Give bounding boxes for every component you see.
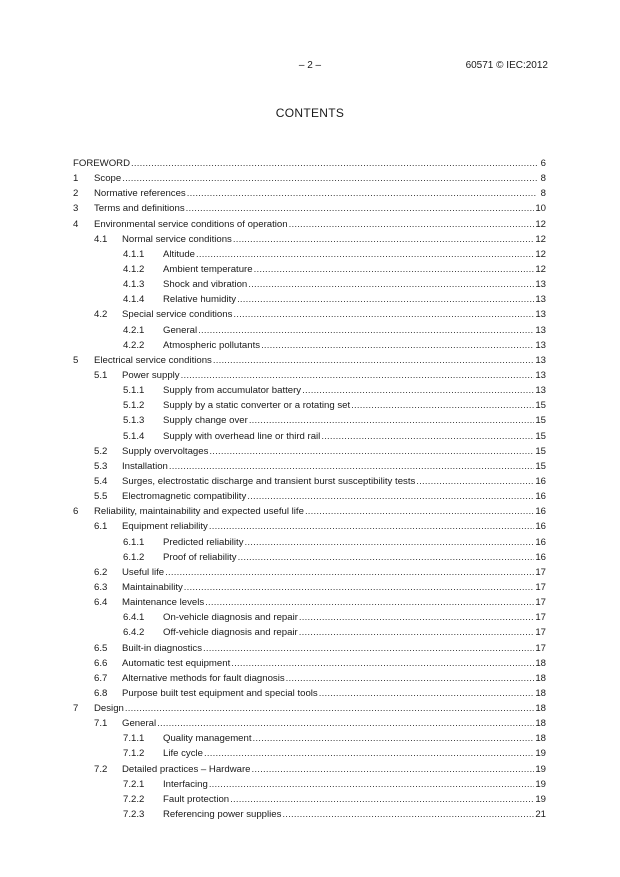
toc-entry-number: 7.2.2 (123, 793, 145, 805)
toc-entry-page: 13 (535, 354, 546, 366)
toc-dot-leader (299, 610, 534, 625)
toc-entry-page: 16 (535, 475, 546, 487)
toc-entry-number: 6.5 (94, 642, 108, 654)
toc-entry-page: 15 (535, 415, 546, 427)
toc-entry-label: Relative humidity (163, 294, 237, 306)
toc-entry[interactable] (73, 535, 546, 550)
toc-entry-page: 19 (535, 763, 546, 775)
toc-entry-number: 7.2.1 (123, 778, 145, 790)
toc-entry-number: 6.2 (94, 566, 108, 578)
toc-entry[interactable] (73, 383, 546, 398)
toc-entry[interactable] (73, 716, 546, 731)
toc-entry-label: FOREWORD (73, 158, 131, 169)
toc-entry[interactable] (73, 156, 546, 171)
toc-entry-number: 7.2.3 (123, 809, 145, 821)
toc-entry[interactable] (73, 762, 546, 777)
toc-entry-page: 8 (540, 173, 546, 185)
toc-entry-page: 16 (535, 551, 546, 563)
toc-entry[interactable] (73, 656, 546, 671)
toc-entry-page: 17 (535, 597, 546, 609)
toc-entry-label: Quality management (163, 733, 252, 745)
toc-entry[interactable] (73, 323, 546, 338)
toc-dot-leader (209, 444, 534, 459)
toc-entry-number: 6.1.1 (123, 536, 145, 548)
toc-entry[interactable] (73, 429, 546, 444)
toc-dot-leader (238, 550, 535, 565)
toc-entry[interactable] (73, 504, 546, 519)
toc-entry-label: On-vehicle diagnosis and repair (163, 612, 298, 624)
toc-entry-number: 5.1.1 (123, 385, 145, 397)
toc-entry-number: 4.2.1 (123, 324, 145, 336)
toc-entry[interactable] (73, 731, 546, 746)
toc-entry-page: 18 (535, 657, 546, 669)
toc-entry[interactable] (73, 519, 546, 534)
toc-entry-label: Special service conditions (122, 309, 233, 321)
toc-entry-number: 5.1 (94, 369, 108, 381)
toc-entry[interactable] (73, 459, 546, 474)
toc-entry[interactable] (73, 247, 546, 262)
toc-dot-leader (204, 746, 534, 761)
toc-entry-page: 17 (535, 612, 546, 624)
toc-entry[interactable] (73, 610, 546, 625)
toc-dot-leader (209, 519, 534, 534)
toc-entry[interactable] (73, 262, 546, 277)
toc-dot-leader (245, 535, 535, 550)
toc-entry-number: 6.3 (94, 581, 108, 593)
toc-entry-label: Supply change over (163, 415, 248, 427)
toc-entry[interactable] (73, 338, 546, 353)
toc-entry-number: 5.1.2 (123, 400, 145, 412)
toc-dot-leader (254, 262, 535, 277)
toc-entry-label: Surges, electrostatic discharge and transient burst susceptibility tests (122, 475, 416, 487)
toc-entry[interactable] (73, 444, 546, 459)
toc-entry-label: Supply from accumulator battery (163, 385, 302, 397)
toc-dot-leader (131, 156, 537, 171)
toc-entry-page: 13 (535, 339, 546, 351)
toc-entry-number: 1 (73, 173, 79, 185)
toc-dot-leader (198, 323, 534, 338)
toc-entry-page: 15 (535, 460, 546, 472)
toc-dot-leader (122, 171, 537, 186)
toc-entry[interactable] (73, 368, 546, 383)
toc-entry[interactable] (73, 413, 546, 428)
toc-entry-number: 7 (73, 703, 79, 715)
toc-dot-leader (165, 565, 534, 580)
toc-entry[interactable] (73, 746, 546, 761)
page-title: CONTENTS (275, 106, 345, 120)
toc-entry-label: Shock and vibration (163, 279, 248, 291)
toc-entry-number: 4.1.4 (123, 294, 145, 306)
toc-entry-number: 6.1.2 (123, 551, 145, 563)
toc-entry-number: 5.1.3 (123, 415, 145, 427)
toc-entry[interactable] (73, 474, 546, 489)
toc-entry-label: Proof of reliability (163, 551, 237, 563)
toc-entry-page: 17 (535, 642, 546, 654)
toc-entry-page: 12 (535, 233, 546, 245)
toc-entry-number: 6.4.1 (123, 612, 145, 624)
toc-dot-leader (169, 459, 534, 474)
toc-entry[interactable] (73, 595, 546, 610)
toc-entry-page: 10 (535, 203, 546, 215)
toc-entry-page: 17 (535, 566, 546, 578)
toc-dot-leader (181, 368, 535, 383)
toc-entry[interactable] (73, 671, 546, 686)
toc-dot-leader (230, 792, 534, 807)
toc-entry[interactable] (73, 792, 546, 807)
toc-dot-leader (203, 641, 534, 656)
toc-entry-label: Off-vehicle diagnosis and repair (163, 627, 298, 639)
toc-dot-leader (233, 232, 534, 247)
toc-entry-page: 17 (535, 627, 546, 639)
toc-entry-page: 13 (535, 309, 546, 321)
toc-entry-number: 5 (73, 354, 79, 366)
toc-entry-number: 4.1 (94, 233, 108, 245)
toc-entry-page: 16 (535, 491, 546, 503)
toc-dot-leader (319, 686, 535, 701)
toc-entry[interactable] (73, 217, 546, 232)
toc-entry-number: 4.1.2 (123, 263, 145, 275)
toc-entry[interactable] (73, 277, 546, 292)
toc-dot-leader (233, 307, 534, 322)
toc-entry-label: Purpose built test equipment and special tools (122, 687, 318, 699)
toc-entry-page: 13 (535, 369, 546, 381)
toc-entry-label: Equipment reliability (122, 521, 208, 533)
toc-entry-number: 5.2 (94, 445, 108, 457)
toc-entry-page: 6 (540, 158, 546, 169)
toc-entry-label: Supply overvoltages (122, 445, 209, 457)
toc-entry[interactable] (73, 580, 546, 595)
toc-entry[interactable] (73, 186, 546, 201)
toc-entry-label: Built-in diagnostics (122, 642, 202, 654)
toc-entry-page: 16 (535, 506, 546, 518)
toc-dot-leader (205, 595, 534, 610)
toc-entry-label: Terms and definitions (94, 203, 185, 215)
toc-dot-leader (248, 277, 534, 292)
toc-entry-page: 13 (535, 279, 546, 291)
toc-entry[interactable] (73, 307, 546, 322)
toc-entry-label: Normal service conditions (122, 233, 232, 245)
toc-entry-label: Scope (94, 173, 122, 185)
toc-dot-leader (286, 671, 535, 686)
toc-entry-number: 6.1 (94, 521, 108, 533)
toc-entry-number: 4.2.2 (123, 339, 145, 351)
toc-entry-page: 18 (535, 703, 546, 715)
toc-entry-number: 7.1.1 (123, 733, 145, 745)
toc-entry[interactable] (73, 398, 546, 413)
toc-entry-label: Interfacing (163, 778, 208, 790)
toc-entry-page: 18 (535, 733, 546, 745)
toc-entry[interactable] (73, 292, 546, 307)
toc-entry[interactable] (73, 777, 546, 792)
toc-entry-page: 17 (535, 581, 546, 593)
toc-dot-leader (231, 656, 534, 671)
toc-entry-page: 15 (535, 445, 546, 457)
toc-entry-label: Useful life (122, 566, 165, 578)
toc-entry-number: 2 (73, 188, 79, 200)
toc-dot-leader (125, 701, 534, 716)
toc-entry-label: Maintenance levels (122, 597, 205, 609)
toc-entry-number: 6.6 (94, 657, 108, 669)
toc-entry-page: 18 (535, 672, 546, 684)
toc-entry-page: 8 (540, 188, 546, 200)
toc-entry-number: 7.2 (94, 763, 108, 775)
toc-entry[interactable] (73, 565, 546, 580)
toc-entry-number: 7.1.2 (123, 748, 145, 760)
toc-dot-leader (209, 777, 535, 792)
toc-entry-number: 4.1.3 (123, 279, 145, 291)
toc-entry-label: Ambient temperature (163, 263, 253, 275)
toc-entry-number: 6 (73, 506, 79, 518)
toc-dot-leader (299, 625, 535, 640)
toc-entry-label: Power supply (122, 369, 180, 381)
toc-entry-label: Atmospheric pollutants (163, 339, 261, 351)
toc-entry-page: 13 (535, 294, 546, 306)
toc-dot-leader (184, 580, 535, 595)
toc-entry-page: 16 (535, 521, 546, 533)
toc-entry-page: 16 (535, 536, 546, 548)
toc-entry-number: 6.4 (94, 597, 108, 609)
toc-dot-leader (302, 383, 534, 398)
toc-entry-page: 19 (535, 748, 546, 760)
toc-entry-label: Detailed practices – Hardware (122, 763, 251, 775)
toc-entry[interactable] (73, 232, 546, 247)
toc-entry[interactable] (73, 353, 546, 368)
toc-entry-label: Installation (122, 460, 168, 472)
header-document-reference: 60571 © IEC:2012 (465, 60, 548, 71)
toc-entry-page: 18 (535, 687, 546, 699)
toc-entry-number: 5.3 (94, 460, 108, 472)
toc-entry-label: General (163, 324, 198, 336)
toc-entry-number: 5.1.4 (123, 430, 145, 442)
toc-entry-label: Predicted reliability (163, 536, 244, 548)
toc-dot-leader (186, 201, 535, 216)
toc-entry-number: 6.7 (94, 672, 108, 684)
toc-entry-label: Referencing power supplies (163, 809, 282, 821)
toc-entry-label: Electrical service conditions (94, 354, 212, 366)
toc-entry[interactable] (73, 625, 546, 640)
toc-entry-label: Supply with overhead line or third rail (163, 430, 321, 442)
toc-entry-number: 4 (73, 218, 79, 230)
toc-entry-page: 19 (535, 793, 546, 805)
toc-entry-page: 12 (535, 218, 546, 230)
toc-entry-label: Maintainability (122, 581, 183, 593)
toc-dot-leader (249, 413, 535, 428)
toc-dot-leader (252, 762, 535, 777)
toc-dot-leader (213, 353, 534, 368)
toc-entry-label: Normative references (94, 188, 186, 200)
toc-entry-number: 4.2 (94, 309, 108, 321)
toc-entry-label: Electromagnetic compatibility (122, 491, 247, 503)
toc-dot-leader (261, 338, 534, 353)
toc-entry-number: 6.8 (94, 687, 108, 699)
toc-entry-page: 13 (535, 324, 546, 336)
toc-dot-leader (321, 429, 534, 444)
toc-entry[interactable] (73, 550, 546, 565)
toc-entry[interactable] (73, 171, 546, 186)
toc-entry-page: 21 (535, 809, 546, 821)
toc-dot-leader (289, 217, 535, 232)
toc-entry-label: General (122, 718, 157, 730)
table-of-contents (73, 156, 546, 822)
toc-entry-number: 7.1 (94, 718, 108, 730)
toc-entry-number: 3 (73, 203, 79, 215)
toc-entry[interactable] (73, 201, 546, 216)
toc-entry-label: Alternative methods for fault diagnosis (122, 672, 285, 684)
toc-entry-label: Fault protection (163, 793, 230, 805)
toc-dot-leader (253, 731, 535, 746)
toc-entry-page: 18 (535, 718, 546, 730)
toc-dot-leader (351, 398, 534, 413)
toc-entry-label: Supply by a static converter or a rotating set (163, 400, 351, 412)
toc-entry-number: 5.4 (94, 475, 108, 487)
toc-entry-number: 4.1.1 (123, 248, 145, 260)
toc-entry-number: 6.4.2 (123, 627, 145, 639)
toc-entry[interactable] (73, 686, 546, 701)
toc-entry-label: Design (94, 703, 124, 715)
toc-entry-page: 15 (535, 400, 546, 412)
toc-entry[interactable] (73, 641, 546, 656)
toc-entry-page: 19 (535, 778, 546, 790)
toc-entry-label: Reliability, maintainability and expected useful life (94, 506, 304, 518)
toc-entry-page: 12 (535, 263, 546, 275)
toc-dot-leader (237, 292, 534, 307)
toc-entry-page: 15 (535, 430, 546, 442)
toc-dot-leader (305, 504, 534, 519)
toc-entry-label: Life cycle (163, 748, 203, 760)
toc-entry-number: 5.5 (94, 491, 108, 503)
toc-entry[interactable] (73, 489, 546, 504)
toc-dot-leader (282, 807, 534, 822)
toc-entry-label: Environmental service conditions of operation (94, 218, 288, 230)
toc-dot-leader (157, 716, 534, 731)
toc-entry-page: 13 (535, 385, 546, 397)
toc-entry-page: 12 (535, 248, 546, 260)
toc-entry[interactable] (73, 701, 546, 716)
toc-dot-leader (187, 186, 537, 201)
toc-entry-label: Altitude (163, 248, 195, 260)
toc-dot-leader (196, 247, 534, 262)
header-page-number: – 2 – (298, 60, 322, 71)
toc-dot-leader (247, 489, 534, 504)
toc-entry-label: Automatic test equipment (122, 657, 231, 669)
toc-dot-leader (416, 474, 534, 489)
toc-entry[interactable] (73, 807, 546, 822)
